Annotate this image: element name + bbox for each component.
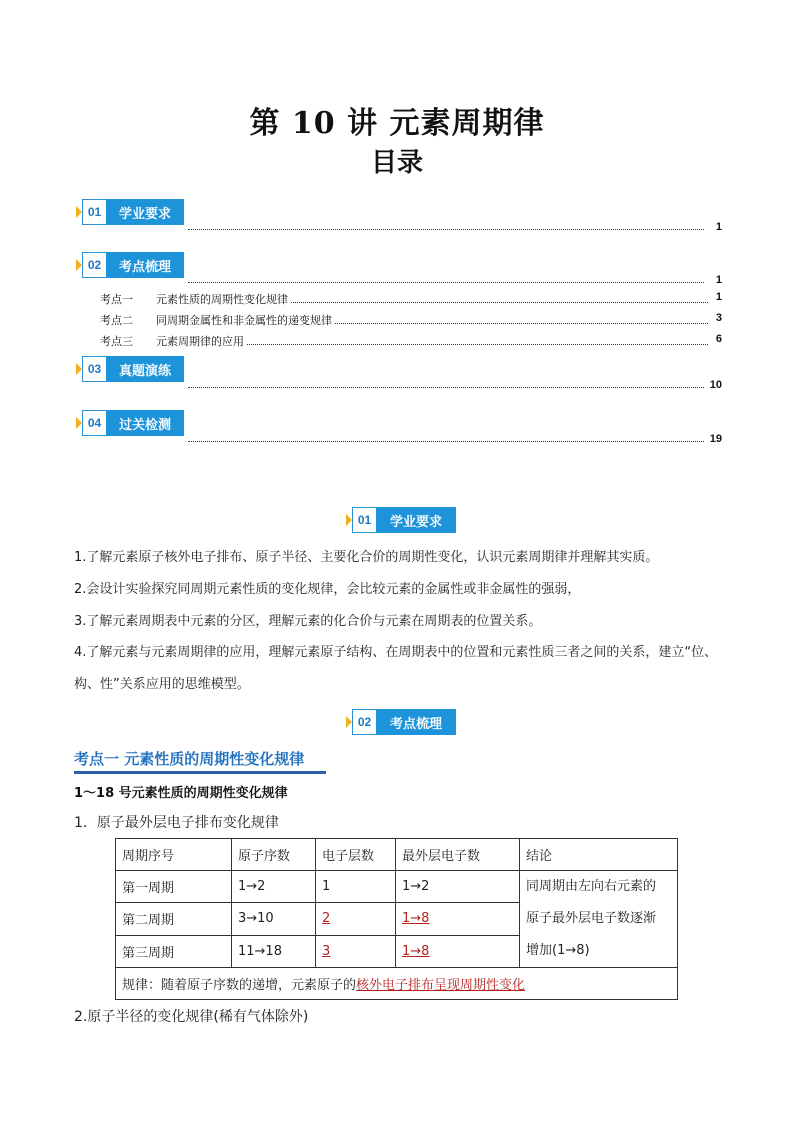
requirement-4: 4.了解元素与元素周期律的应用，理解元素原子结构、在周期表中的位置和元素性质三者之间的关系，建立“位、构、性”关系应用的思维模型。 [74,645,718,692]
toc-sub-key: 考点一 [100,293,133,306]
table-cell [396,935,520,967]
item-2: 2.原子半径的变化规律(稀有气体除外) [74,1009,309,1025]
toc-page: 1 [715,274,722,286]
answer-blank: 核外电子排布呈现周期性变化 [356,978,526,993]
toc-line-1[interactable] [188,219,722,233]
table-row [116,871,678,903]
section-badge-requirements [346,507,456,533]
answer-blank: 2 [322,911,331,927]
title-underline [74,771,326,774]
toc-sub-text: 同周期金属性和非金属性的递变规律 [156,314,332,327]
conclusion-line: 同周期由左向右元素的 [526,879,657,894]
table-cell: 第一周期 [116,871,232,903]
table-header-row [116,839,678,871]
toc-page: 3 [715,312,722,324]
rule-cell [116,968,678,1000]
table-cell: 第三周期 [116,935,232,967]
table-row-rule [116,968,678,1000]
toc-badge-3[interactable] [76,356,184,382]
rule-heading: 1～18 号元素性质的周期性变化规律 [74,786,288,801]
toc-sub-2[interactable] [100,312,722,328]
toc-badge-1[interactable] [76,199,184,225]
section-badge-points [346,709,456,735]
table-cell: 1→2 [396,871,520,903]
badge-number: 02 [82,252,106,278]
requirement-2: 2.会设计实验探究同周期元素性质的变化规律，会比较元素的金属性或非金属性的强弱， [74,582,581,597]
answer-blank: 3 [322,943,331,959]
toc-sub-text: 元素性质的周期性变化规律 [156,293,288,306]
badge-label: 真题演练 [106,356,184,382]
leader-dots [188,387,704,388]
document-title: 第 10 讲 元素周期律 [249,106,545,141]
conclusion-line: 增加(1→8) [526,943,590,958]
toc-sub-key: 考点三 [100,335,133,348]
table-cell [316,935,396,967]
table-header: 周期序号 [116,839,232,871]
toc-page: 1 [715,291,722,303]
requirement-1: 1.了解元素原子核外电子排布、原子半径、主要化合价的周期性变化，认识元素周期律并理解其实质。 [74,550,659,565]
knowledge-point-title: 考点一 元素性质的周期性变化规律 [74,750,305,768]
badge-number: 01 [82,199,106,225]
toc-sub-key: 考点二 [100,314,133,327]
badge-label: 考点梳理 [106,252,184,278]
leader-dots [188,229,704,230]
toc-line-4[interactable] [188,431,722,445]
table-cell [396,903,520,935]
toc-badge-4[interactable] [76,410,184,436]
toc-line-2[interactable] [188,272,722,286]
toc-page: 6 [715,333,722,345]
badge-label: 考点梳理 [376,709,456,735]
toc-page: 10 [709,379,722,391]
badge-number: 01 [352,507,376,533]
badge-number: 04 [82,410,106,436]
table-cell [316,903,396,935]
answer-blank: 1→8 [402,911,430,927]
toc-sub-1[interactable] [100,291,722,307]
toc-page: 19 [709,433,722,445]
conclusion-line: 原子最外层电子数逐渐 [526,911,657,926]
table-cell: 11→18 [232,935,316,967]
table-header: 电子层数 [316,839,396,871]
answer-blank: 1→8 [402,943,430,959]
toc-line-3[interactable] [188,377,722,391]
table-cell: 1→2 [232,871,316,903]
periodic-table-rules [115,838,678,1000]
badge-number: 03 [82,356,106,382]
leader-dots [188,282,704,283]
leader-dots [188,441,704,442]
table-cell: 第二周期 [116,903,232,935]
badge-label: 过关检测 [106,410,184,436]
toc-badge-2[interactable] [76,252,184,278]
toc-sub-text: 元素周期律的应用 [156,335,244,348]
toc-heading: 目录 [370,148,423,178]
table-header: 最外层电子数 [396,839,520,871]
rule-prefix: 规律：随着原子序数的递增，元素原子的 [122,978,357,993]
toc-sub-3[interactable] [100,333,722,349]
table-header: 原子序数 [232,839,316,871]
badge-number: 02 [352,709,376,735]
conclusion-cell [520,871,678,968]
toc-page: 1 [715,221,722,233]
badge-label: 学业要求 [106,199,184,225]
table-header: 结论 [520,839,678,871]
badge-label: 学业要求 [376,507,456,533]
requirement-3: 3.了解元素周期表中元素的分区，理解元素的化合价与元素在周期表的位置关系。 [74,614,542,629]
table-cell: 3→10 [232,903,316,935]
table-cell: 1 [316,871,396,903]
item-1: 1．原子最外层电子排布变化规律 [74,815,279,831]
